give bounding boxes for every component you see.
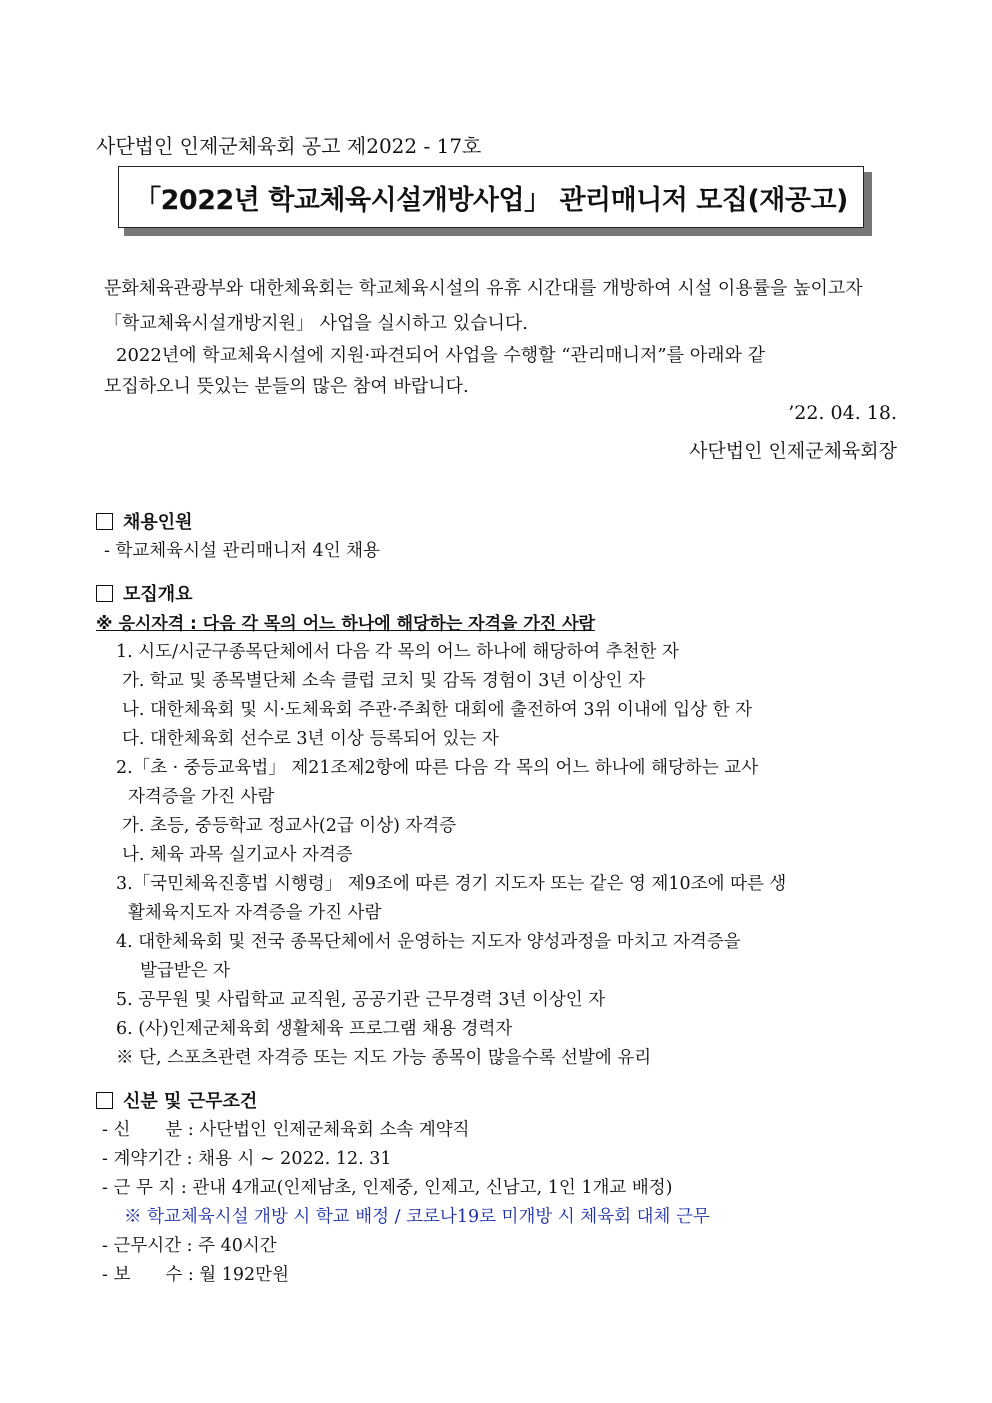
qualification-line: 5. 공무원 및 사립학교 교직원, 공공기관 근무경력 3년 이상인 자 xyxy=(116,990,606,1010)
page-title: 「2022년 학교체육시설개방사업」 관리매니저 모집(재공고) xyxy=(134,184,848,216)
notice-date: ’22. 04. 18. xyxy=(788,402,897,424)
section-heading-label: 채용인원 xyxy=(123,512,193,533)
intro-line-3: 2022년에 학교체육시설에 지원·파견되어 사업을 수행할 “관리매니저”를 아래와 같 xyxy=(116,345,766,366)
qualification-line: 발급받은 자 xyxy=(140,961,231,981)
condition-line: - 보 수 : 월 192만원 xyxy=(102,1265,289,1285)
condition-line: - 근무시간 : 주 40시간 xyxy=(102,1236,277,1256)
issuer: 사단법인 인제군체육회장 xyxy=(689,440,897,462)
qualification-note: ※ 단, 스포츠관련 자격증 또는 지도 가능 종목이 많을수록 선발에 유리 xyxy=(116,1048,652,1068)
qualification-line: 2.「초 · 중등교육법」 제21조제2항에 따른 다음 각 목의 어느 하나에 해당하는 교사 xyxy=(116,758,759,778)
qualification-line: 나. 대한체육회 및 시·도체육회 주관·주최한 대회에 출전하여 3위 이내에 입상 한 자 xyxy=(122,700,752,720)
document-number: 사단법인 인제군체육회 공고 제2022 - 17호 xyxy=(96,134,482,158)
checkbox-square-icon xyxy=(96,513,113,530)
qualification-line: 6. (사)인제군체육회 생활체육 프로그램 채용 경력자 xyxy=(116,1019,513,1039)
intro-line-4: 모집하오니 뜻있는 분들의 많은 참여 바랍니다. xyxy=(104,376,469,397)
section-conditions-heading xyxy=(96,1087,257,1113)
recruitment-count: - 학교체육시설 관리매니저 4인 채용 xyxy=(104,541,380,561)
section-heading-label: 모집개요 xyxy=(123,584,193,605)
section-recruitment-heading xyxy=(96,508,193,534)
intro-line-2: 「학교체육시설개방지원」 사업을 실시하고 있습니다. xyxy=(104,313,529,334)
qualification-line: 1. 시도/시군구종목단체에서 다음 각 목의 어느 하나에 해당하여 추천한 자 xyxy=(116,642,679,662)
condition-line: - 계약기간 : 채용 시 ~ 2022. 12. 31 xyxy=(102,1149,392,1169)
condition-line: - 신 분 : 사단법인 인제군체육회 소속 계약직 xyxy=(102,1120,470,1140)
title-box xyxy=(118,166,864,228)
condition-line: - 근 무 지 : 관내 4개교(인제남초, 인제중, 인제고, 신남고, 1인 1개교 배정) xyxy=(102,1178,673,1198)
condition-note: ※ 학교체육시설 개방 시 학교 배정 / 코로나19로 미개방 시 체육회 대체 근무 xyxy=(124,1207,710,1227)
qualification-heading: ※ 응시자격 : 다음 각 목의 어느 하나에 해당하는 자격을 가진 사람 xyxy=(96,614,595,634)
qualification-line: 나. 체육 과목 실기교사 자격증 xyxy=(122,845,353,865)
qualification-line: 4. 대한체육회 및 전국 종목단체에서 운영하는 지도자 양성과정을 마치고 자격증을 xyxy=(116,932,741,952)
section-overview-heading xyxy=(96,580,193,606)
checkbox-square-icon xyxy=(96,585,113,602)
qualification-line: 3.「국민체육진흥법 시행령」 제9조에 따른 경기 지도자 또는 같은 영 제10조에 따른 생 xyxy=(116,874,787,894)
section-heading-label: 신분 및 근무조건 xyxy=(123,1091,258,1112)
qualification-line: 다. 대한체육회 선수로 3년 이상 등록되어 있는 자 xyxy=(122,729,499,749)
qualification-line: 활체육지도자 자격증을 가진 사람 xyxy=(128,903,382,923)
qualification-line: 가. 학교 및 종목별단체 소속 클럽 코치 및 감독 경험이 3년 이상인 자 xyxy=(122,671,645,691)
checkbox-square-icon xyxy=(96,1092,113,1109)
qualification-line: 자격증을 가진 사람 xyxy=(128,787,275,807)
qualification-line: 가. 초등, 중등학교 정교사(2급 이상) 자격증 xyxy=(122,816,457,836)
intro-line-1: 문화체육관광부와 대한체육회는 학교체육시설의 유휴 시간대를 개방하여 시설 이용률을 높이고자 xyxy=(104,278,863,299)
